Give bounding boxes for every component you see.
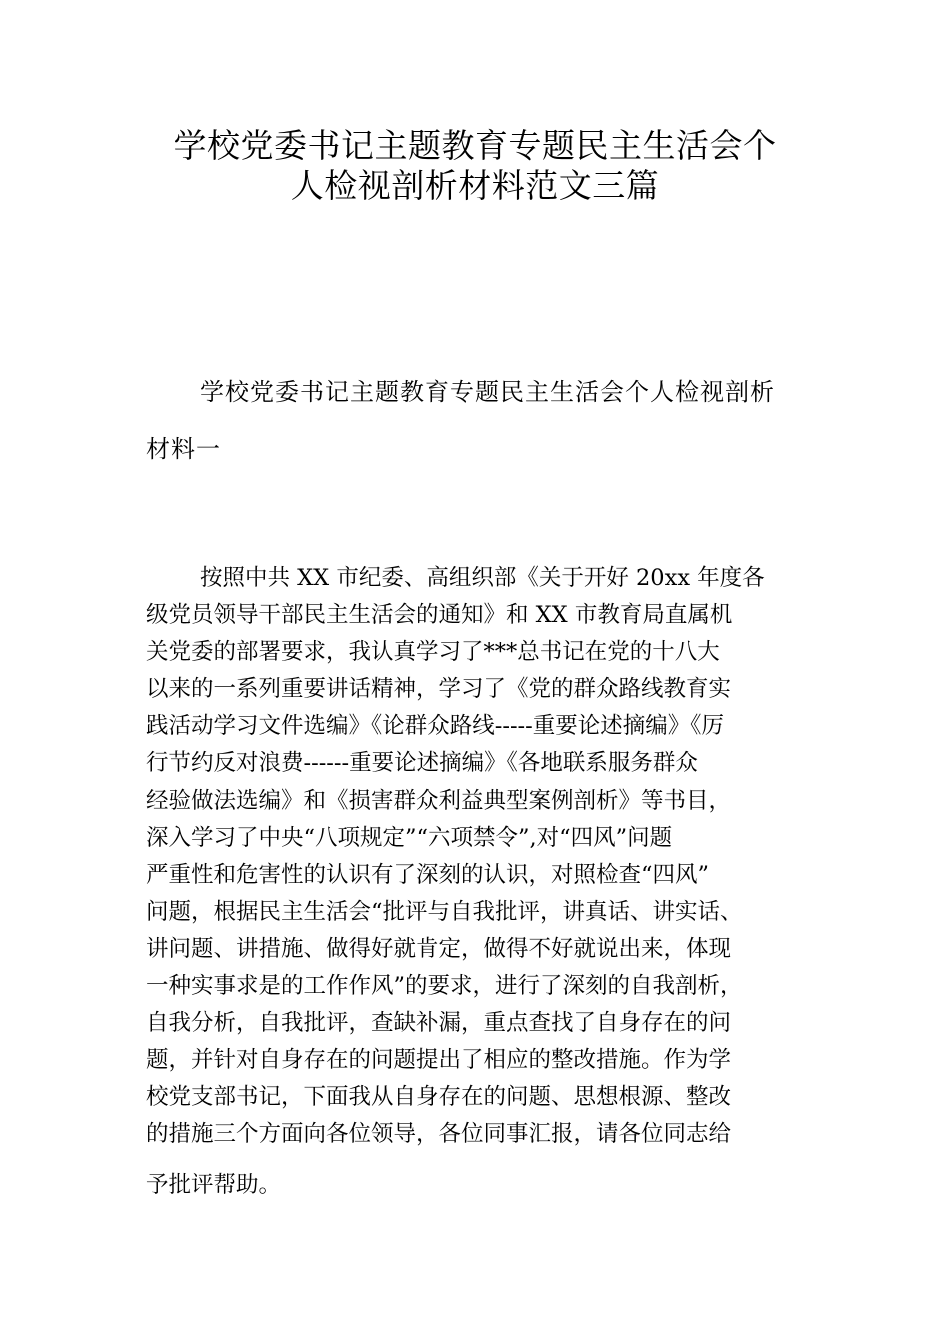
body-line: 予批评帮助。 [146, 1171, 282, 1198]
body-line: 深入学习了中央“八项规定”“六项禁令”,对“四风”问题 [146, 824, 673, 851]
body-line: 问题，根据民主生活会“批评与自我批评，讲真话、讲实话、 [146, 898, 743, 925]
body-line: 题，并针对自身存在的问题提出了相应的整改措施。作为学 [146, 1047, 732, 1074]
document-title [140, 126, 810, 206]
body-line: 讲问题、讲措施、做得好就肯定，做得不好就说出来，体现 [146, 935, 732, 962]
body-line: 关党委的部署要求，我认真学习了***总书记在党的十八大 [146, 639, 720, 666]
body-line: 践活动学习文件选编》《论群众路线-----重要论述摘编》《厉 [146, 713, 725, 740]
body-paragraph [146, 560, 826, 1204]
body-line: 以来的一系列重要讲话精神，学习了《党的群众路线教育实 [146, 676, 732, 703]
body-line: 行节约反对浪费------重要论述摘编》《各地联系服务群众 [146, 750, 698, 777]
body-line: 经验做法选编》和《损害群众利益典型案例剖析》等书目， [146, 787, 732, 814]
title-line: 学校党委书记主题教育专题民主生活会个 [173, 126, 777, 165]
body-line: 严重性和危害性的认识有了深刻的认识，对照检查“四风” [146, 861, 710, 888]
section-heading-line: 材料一 [146, 435, 221, 463]
body-line: 的措施三个方面向各位领导，各位同事汇报，请各位同志给 [146, 1121, 732, 1148]
body-line: 按照中共 XX 市纪委、高组织部《关于开好 20xx 年度各 [200, 565, 765, 591]
body-line: 级党员领导干部民主生活会的通知》和 XX 市教育局直属机 [146, 602, 733, 629]
section-heading-line: 学校党委书记主题教育专题民主生活会个人检视剖析 [200, 378, 775, 406]
body-line: 一种实事求是的工作作风”的要求，进行了深刻的自我剖析， [146, 973, 743, 1000]
body-line: 自我分析，自我批评，查缺补漏，重点查找了自身存在的问 [146, 1010, 732, 1037]
title-line: 人检视剖析材料范文三篇 [290, 166, 660, 205]
section-heading [146, 364, 826, 478]
body-line: 校党支部书记，下面我从自身存在的问题、思想根源、整改 [146, 1084, 732, 1111]
